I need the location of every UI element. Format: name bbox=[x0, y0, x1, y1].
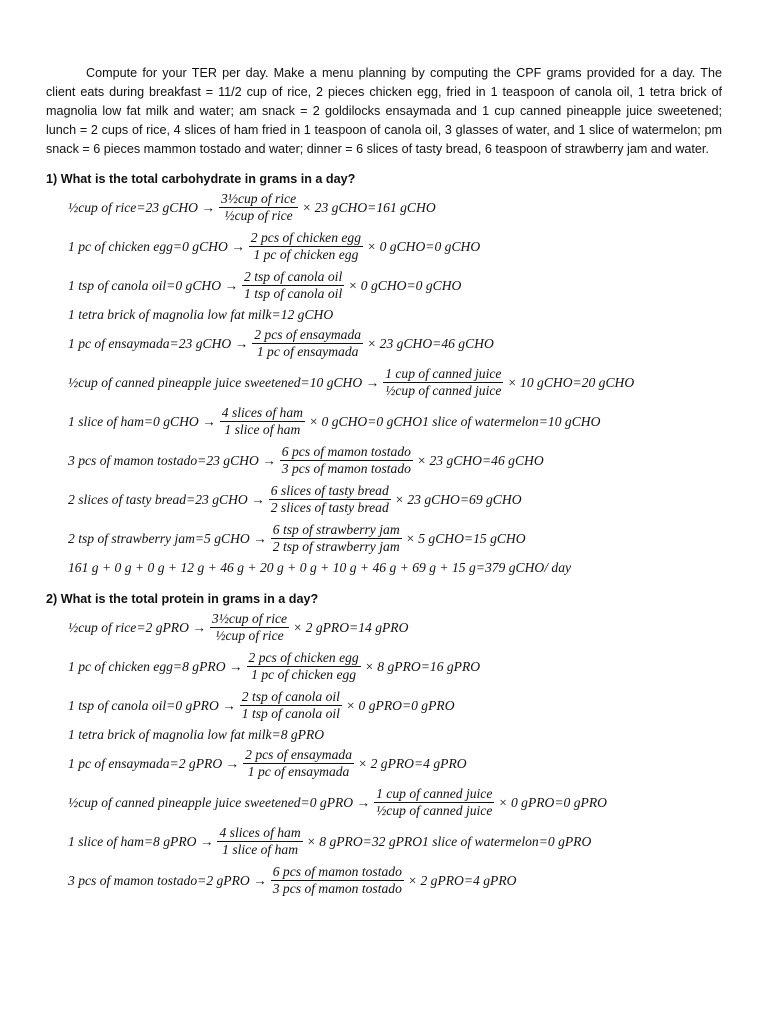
eq-rhs: × 10 gCHO=20 gCHO bbox=[507, 374, 635, 390]
eq-total-cho bbox=[68, 558, 722, 577]
eq-rhs: × 23 gCHO=161 gCHO bbox=[302, 199, 436, 215]
fraction-numerator: 6 pcs of mamon tostado bbox=[281, 444, 411, 459]
fraction-numerator: 2 tsp of canola oil bbox=[244, 269, 343, 284]
fraction-numerator: 2 tsp of canola oil bbox=[241, 689, 340, 704]
fraction bbox=[219, 191, 298, 224]
fraction-denominator: ½cup of rice bbox=[224, 208, 293, 223]
fraction-denominator: ½cup of canned juice bbox=[385, 383, 502, 398]
eq-lhs: 1 slice of ham=8 gPRO → bbox=[68, 833, 214, 849]
fraction bbox=[271, 522, 402, 555]
fraction-numerator: 2 pcs of chicken egg bbox=[250, 230, 362, 245]
eq-lhs: ½cup of canned pineapple juice sweetened=0 gPRO → bbox=[68, 794, 371, 810]
carbohydrate-equations bbox=[68, 188, 722, 577]
fraction-denominator: 1 slice of ham bbox=[224, 422, 301, 437]
eq-rhs: × 8 gPRO=32 gPRO1 slice of watermelon=0 gPRO bbox=[306, 833, 592, 849]
fraction bbox=[374, 786, 494, 819]
fraction-denominator: ½cup of canned juice bbox=[376, 803, 493, 818]
fraction-numerator: 2 pcs of chicken egg bbox=[248, 650, 359, 665]
fraction bbox=[252, 327, 363, 360]
fraction-numerator: 3½cup of rice bbox=[220, 191, 297, 206]
eq-bread-cho bbox=[68, 480, 722, 519]
eq-rhs: × 5 gCHO=15 gCHO bbox=[405, 530, 526, 546]
fraction bbox=[243, 747, 354, 780]
eq-lhs: 1 pc of chicken egg=8 gPRO → bbox=[68, 658, 243, 674]
eq-rhs: × 23 gCHO=46 gCHO bbox=[367, 335, 494, 351]
eq-rhs: × 0 gPRO=0 gPRO bbox=[345, 697, 455, 713]
eq-ham-pro bbox=[68, 822, 722, 861]
eq-oil-pro bbox=[68, 686, 722, 725]
fraction bbox=[269, 483, 391, 516]
fraction bbox=[271, 864, 404, 897]
protein-equations bbox=[68, 608, 722, 900]
fraction-denominator: 2 tsp of strawberry jam bbox=[272, 539, 400, 554]
eq-lhs: 1 tetra brick of magnolia low fat milk=8 gPRO bbox=[68, 726, 325, 742]
fraction bbox=[220, 405, 305, 438]
eq-lhs: 1 pc of chicken egg=0 gCHO → bbox=[68, 238, 245, 254]
eq-rice-pro bbox=[68, 608, 722, 647]
fraction bbox=[383, 366, 503, 399]
eq-oil-cho bbox=[68, 266, 722, 305]
fraction-denominator: 1 pc of chicken egg bbox=[253, 247, 359, 262]
eq-rhs: × 2 gPRO=4 gPRO bbox=[358, 755, 467, 771]
eq-rice-cho bbox=[68, 188, 722, 227]
eq-lhs: 2 slices of tasty bread=23 gCHO → bbox=[68, 491, 265, 507]
fraction-denominator: 1 pc of ensaymada bbox=[256, 344, 359, 359]
fraction-denominator: 1 pc of chicken egg bbox=[251, 667, 357, 682]
fraction-numerator: 6 tsp of strawberry jam bbox=[272, 522, 400, 537]
eq-lhs: 1 pc of ensaymada=23 gCHO → bbox=[68, 335, 249, 351]
eq-juice-cho bbox=[68, 363, 722, 402]
eq-ensaymada-pro bbox=[68, 744, 722, 783]
eq-lhs: ½cup of rice=23 gCHO → bbox=[68, 199, 215, 215]
fraction bbox=[247, 650, 361, 683]
eq-lhs: 1 slice of ham=0 gCHO → bbox=[68, 413, 216, 429]
eq-lhs: 1 tsp of canola oil=0 gPRO → bbox=[68, 697, 236, 713]
fraction bbox=[217, 825, 302, 858]
fraction-numerator: 2 pcs of ensaymada bbox=[245, 747, 352, 762]
eq-lhs: 1 tetra brick of magnolia low fat milk=12 gCHO bbox=[68, 306, 334, 322]
eq-lhs: ½cup of canned pineapple juice sweetened=10 gCHO → bbox=[68, 374, 380, 390]
eq-lhs: 1 tsp of canola oil=0 gCHO → bbox=[68, 277, 239, 293]
fraction bbox=[210, 611, 289, 644]
fraction-denominator: 1 tsp of canola oil bbox=[244, 286, 343, 301]
fraction-numerator: 4 slices of ham bbox=[219, 825, 301, 840]
fraction bbox=[249, 230, 363, 263]
eq-tostado-cho bbox=[68, 441, 722, 480]
fraction-numerator: 1 cup of canned juice bbox=[385, 366, 502, 381]
fraction-numerator: 6 pcs of mamon tostado bbox=[272, 864, 402, 879]
eq-rhs: × 0 gCHO=0 gCHO bbox=[348, 277, 462, 293]
eq-lhs: ½cup of rice=2 gPRO → bbox=[68, 619, 206, 635]
eq-rhs: × 0 gCHO=0 gCHO1 slice of watermelon=10 gCHO bbox=[308, 413, 601, 429]
eq-lhs: 1 pc of ensaymada=2 gPRO → bbox=[68, 755, 240, 771]
question-2-heading: 2) What is the total protein in grams in a day? bbox=[46, 592, 319, 606]
eq-ham-cho bbox=[68, 402, 722, 441]
eq-egg-cho bbox=[68, 227, 722, 266]
fraction-denominator: 1 tsp of canola oil bbox=[241, 706, 340, 721]
fraction-numerator: 4 slices of ham bbox=[221, 405, 303, 420]
eq-ensaymada-cho bbox=[68, 324, 722, 363]
fraction-denominator: 1 pc of ensaymada bbox=[247, 764, 350, 779]
fraction-numerator: 6 slices of tasty bread bbox=[270, 483, 389, 498]
eq-lhs: 3 pcs of mamon tostado=23 gCHO → bbox=[68, 452, 276, 468]
eq-juice-pro bbox=[68, 783, 722, 822]
eq-rhs: × 2 gPRO=14 gPRO bbox=[293, 619, 409, 635]
fraction-denominator: 3 pcs of mamon tostado bbox=[281, 461, 411, 476]
fraction-denominator: 3 pcs of mamon tostado bbox=[272, 881, 402, 896]
eq-lhs: 2 tsp of strawberry jam=5 gCHO → bbox=[68, 530, 267, 546]
fraction-denominator: ½cup of rice bbox=[215, 628, 284, 643]
fraction-numerator: 1 cup of canned juice bbox=[376, 786, 493, 801]
problem-statement: Compute for your TER per day. Make a menu planning by computing the CPF grams provided for a day. The client eats during breakfast = 11/2 cup of rice, 2 pieces chicken egg, fried in 1 teaspoon of canola oil, 1 tetra brick of magnolia low fat milk and water; am snack = 2 goldilocks ensaymada and 1 cup canned pineapple juice sweetened; lunch = 2 cups of rice, 4 slices of ham fried in 1 teaspoon of canola oil, 3 glasses of water, and 1 slice of watermelon; pm snack = 6 pieces mammon tostado and water; dinner = 6 slices of tasty bread, 6 teaspoon of strawberry jam and water. bbox=[46, 66, 722, 156]
eq-egg-pro bbox=[68, 647, 722, 686]
eq-rhs: × 0 gPRO=0 gPRO bbox=[498, 794, 607, 810]
eq-rhs: × 0 gCHO=0 gCHO bbox=[367, 238, 481, 254]
eq-rhs: × 23 gCHO=69 gCHO bbox=[394, 491, 522, 507]
eq-lhs: 161 g + 0 g + 0 g + 12 g + 46 g + 20 g + 0 g + 10 g + 46 g + 69 g + 15 g=379 gCHO/ day bbox=[68, 559, 572, 575]
fraction-denominator: 2 slices of tasty bread bbox=[270, 500, 389, 515]
question-1-heading: 1) What is the total carbohydrate in grams in a day? bbox=[46, 172, 356, 186]
fraction bbox=[242, 269, 344, 302]
fraction-numerator: 3½cup of rice bbox=[211, 611, 288, 626]
fraction bbox=[280, 444, 413, 477]
eq-milk-cho bbox=[68, 305, 722, 324]
fraction-denominator: 1 slice of ham bbox=[222, 842, 299, 857]
fraction bbox=[240, 689, 342, 722]
eq-rhs: × 8 gPRO=16 gPRO bbox=[364, 658, 481, 674]
eq-tostado-pro bbox=[68, 861, 722, 900]
eq-milk-pro bbox=[68, 725, 722, 744]
fraction-numerator: 2 pcs of ensaymada bbox=[254, 327, 362, 342]
eq-jam-cho bbox=[68, 519, 722, 558]
eq-lhs: 3 pcs of mamon tostado=2 gPRO → bbox=[68, 872, 267, 888]
eq-rhs: × 2 gPRO=4 gPRO bbox=[407, 872, 517, 888]
eq-rhs: × 23 gCHO=46 gCHO bbox=[416, 452, 544, 468]
